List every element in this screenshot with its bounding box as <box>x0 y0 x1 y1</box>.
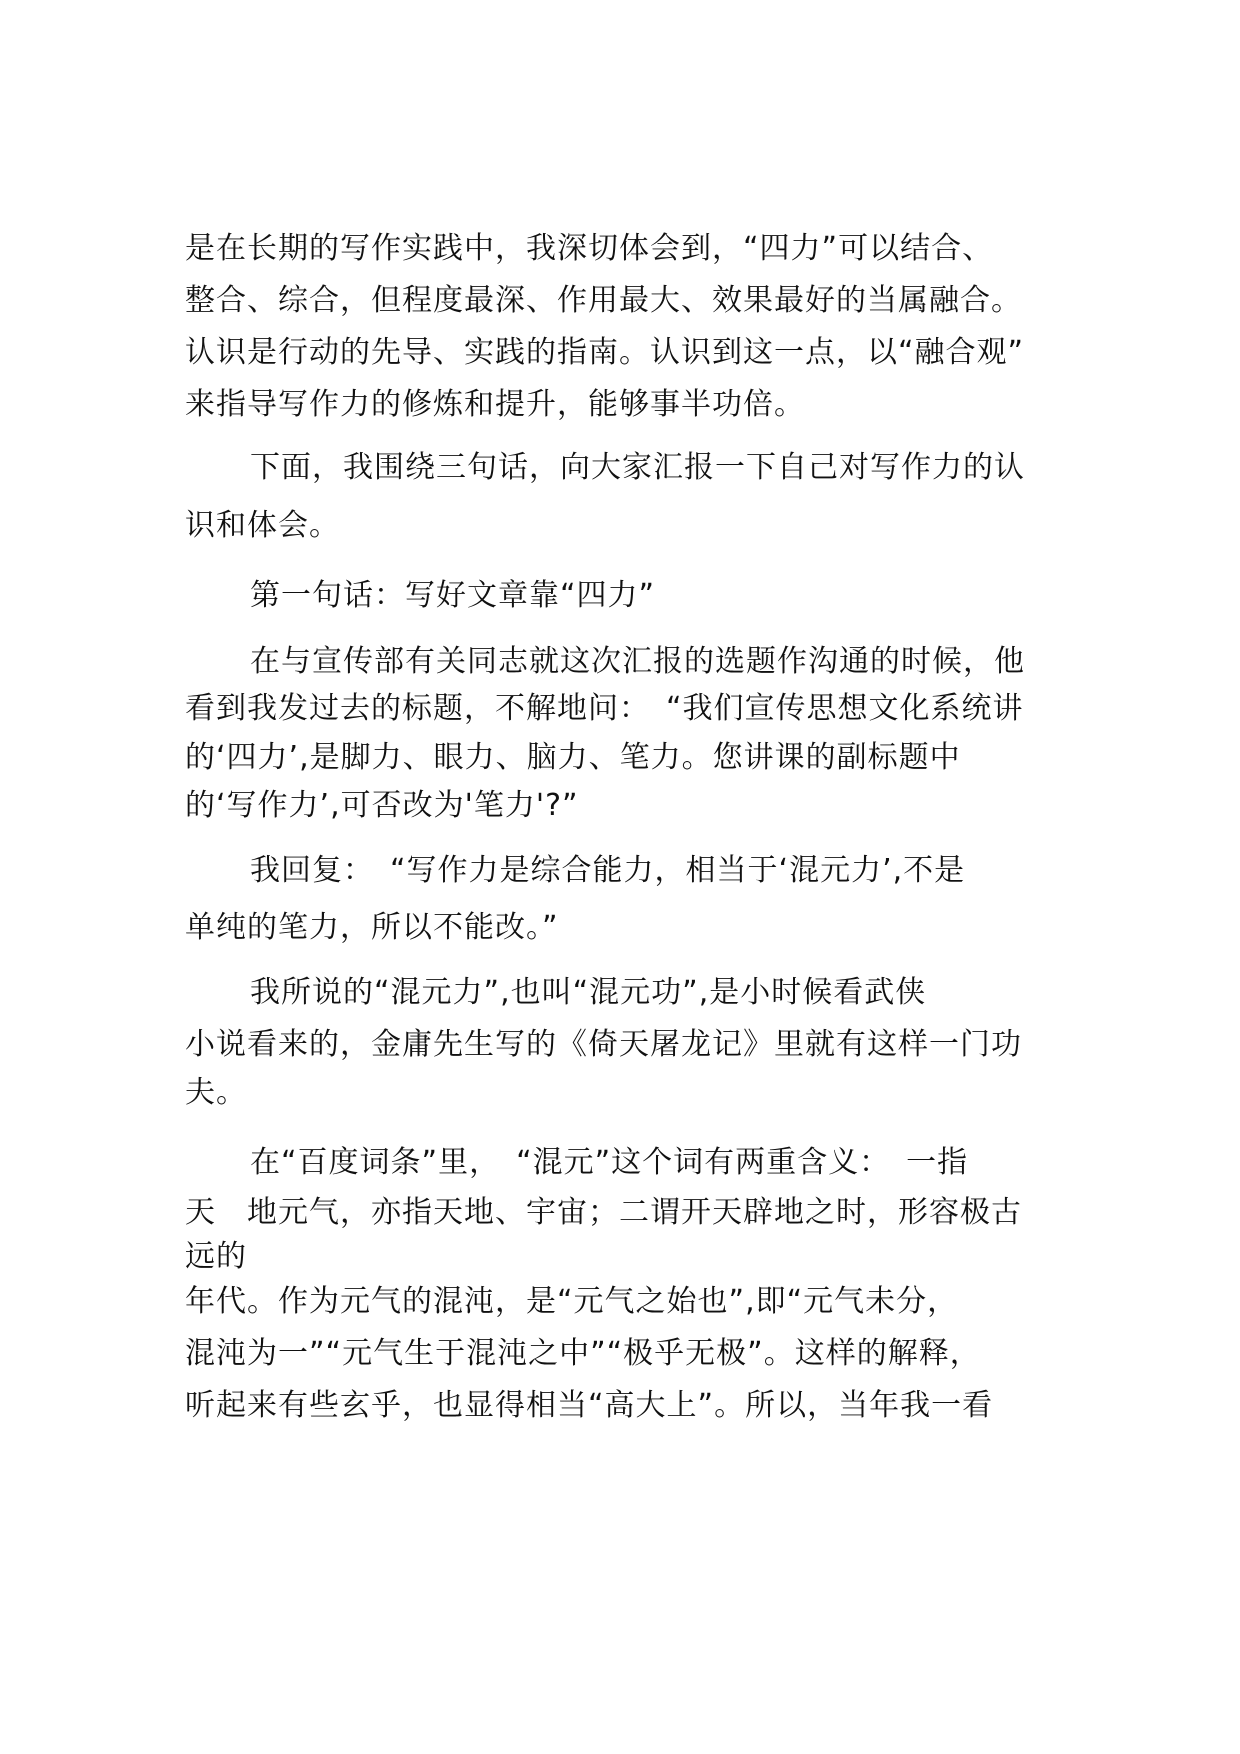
text-line: 小说看来的，金庸先生写的《倚天屠龙记》里就有这样一门功 <box>185 1027 1022 1062</box>
text-line: 是在长期的写作实践中，我深切体会到，“四力”可以结合、 <box>185 231 994 266</box>
section-heading: 第一句话：写好文章靠“四力” <box>250 578 656 613</box>
text-line: 下面，我围绕三句话，向大家汇报一下自己对写作力的认 <box>250 450 1025 485</box>
text-line: 我所说的“混元力”,也叫“混元功”,是小时候看武侠 <box>250 975 927 1010</box>
text-line: 识和体会。 <box>185 508 340 543</box>
text-line: 的‘写作力’,可否改为'笔力'?” <box>185 788 579 823</box>
text-line: 整合、综合，但程度最深、作用最大、效果最好的当属融合。 <box>185 283 1022 318</box>
text-line: 年代。作为元气的混沌，是“元气之始也”,即“元气未分， <box>185 1284 959 1319</box>
text-line: 单纯的笔力，所以不能改。” <box>185 910 559 945</box>
text-line: 看到我发过去的标题，不解地问： “我们宣传思想文化系统讲 <box>185 691 1024 726</box>
text-line: 在与宣传部有关同志就这次汇报的选题作沟通的时候，他 <box>250 644 1025 679</box>
text-line: 听起来有些玄乎，也显得相当“高大上”。所以，当年我一看 <box>185 1388 994 1423</box>
text-line: 在“百度词条”里， “混元”这个词有两重含义： 一指 <box>250 1145 969 1180</box>
text-line: 我回复： “写作力是综合能力，相当于‘混元力’,不是 <box>250 853 966 888</box>
text-line: 来指导写作力的修炼和提升，能够事半功倍。 <box>185 387 805 422</box>
text-line: 认识是行动的先导、实践的指南。认识到这一点，以“融合观” <box>185 335 1025 370</box>
text-line: 的‘四力’,是脚力、眼力、脑力、笔力。您讲课的副标题中 <box>185 740 961 775</box>
text-line: 夫。 <box>185 1075 247 1110</box>
text-line: 混沌为一”“元气生于混沌之中”“极乎无极”。这样的解释， <box>185 1336 981 1371</box>
text-line: 远的 <box>185 1239 247 1274</box>
text-line: 天 地元气，亦指天地、宇宙；二谓开天辟地之时，形容极古 <box>185 1195 1022 1230</box>
